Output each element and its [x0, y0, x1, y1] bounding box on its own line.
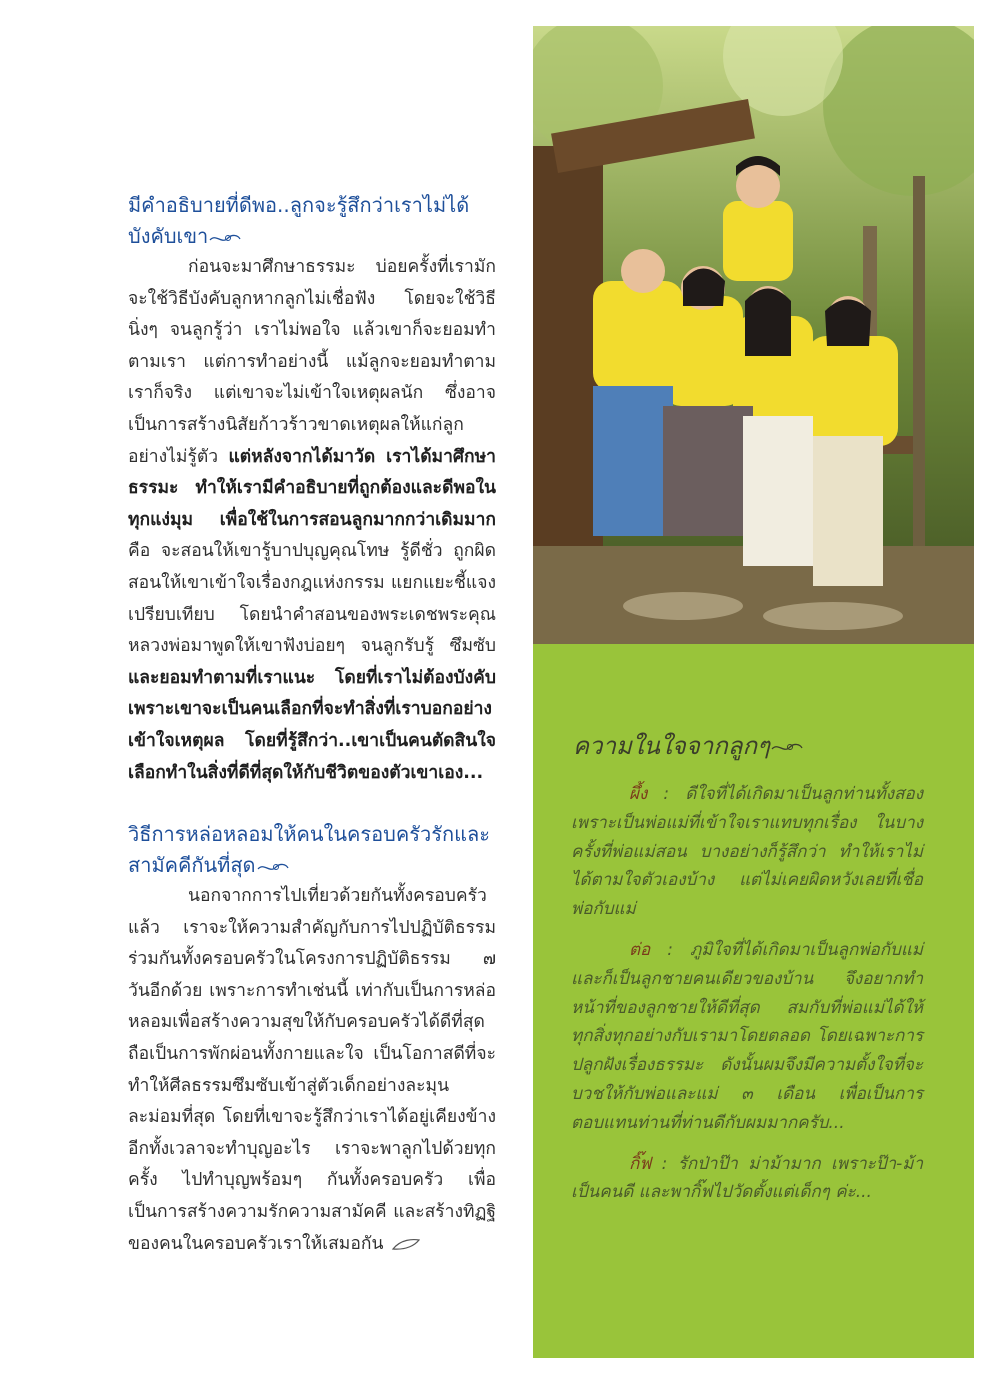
article-column [128, 190, 496, 1260]
flourish-icon [256, 860, 290, 874]
sidebar-messages [571, 780, 923, 1219]
end-leaf-icon [389, 1237, 423, 1251]
section1-paragraph: ก่อนจะมาศึกษาธรรมะ บ่อยครั้งที่เรามักจะใช้วิธีบังคับลูกหากลูกไม่เชื่อฟัง โดยจะใช้วิธีนิ่งๆ จนลูกรู้ว่า เราไม่พอใจ แล้วเขาก็จะยอมทำตามเรา แต่การทำอย่างนี้ แม้ลูกจะยอมทำตามเราก็จริง แต่เขาจะไม่เข้าใจเหตุผลนัก ซึ่งอาจเป็นการสร้างนิสัยก้าวร้าวขาดเหตุผลให้แก่ลูกอย่างไม่รู้ตัว แต่หลังจากได้มาวัด เราได้มาศึกษาธรรมะ ทำให้เรามีคำอธิบายที่ถูกต้องและดีพอในทุกแง่มุม เพื่อใช้ในการสอนลูกมากกว่าเดิมมาก คือ จะสอนให้เขารู้บาปบุญคุณโทษ รู้ดีชั่ว ถูกผิด สอนให้เขาเข้าใจเรื่องกฎแห่งกรรม แยกแยะชี้แจง เปรียบเทียบ โดยนำคำสอนของพระเดชพระคุณหลวงพ่อมาพูดให้เขาฟังบ่อยๆ จนลูกรับรู้ ซึมซับ และยอมทำตามที่เราแนะ โดยที่เราไม่ต้องบังคับ เพราะเขาจะเป็นคนเลือกที่จะทำสิ่งที่เราบอกอย่างเข้าใจเหตุผล โดยที่รู้สึกว่า..เขาเป็นคนตัดสินใจเลือกทำในสิ่งที่ดีที่สุดให้กับชีวิตของตัวเขาเอง... [128, 257, 496, 783]
message-item: ผึ้ง : ดีใจที่ได้เกิดมาเป็นลูกท่านทั้งสอง เพราะเป็นพ่อแม่ที่เข้าใจเราแทบทุกเรื่อง ในบางครั้งที่พ่อแม่สอน บางอย่างก็รู้สึกว่า ทำให้เราไม่ได้ตามใจตัวเองบ้าง แต่ไม่เคยผิดหวังเลยที่เชื่อพ่อกับแม่ [571, 784, 923, 920]
section1-heading: มีคำอธิบายที่ดีพอ..ลูกจะรู้สึกว่าเราไม่ได้บังคับเขา [128, 193, 470, 248]
section2-heading: วิธีการหล่อหลอมให้คนในครอบครัวรักและสามัคคีกันที่สุด [128, 822, 490, 878]
flourish-icon [208, 231, 242, 245]
sidebar-column [533, 26, 974, 1358]
message-item: กิ๊ฟ : รักป่าป๊า ม่าม้ามาก เพราะป๊า-ม้าเป็นคนดี และพากิ๊ฟไปวัดตั้งแต่เด็กๆ ค่ะ... [571, 1153, 923, 1203]
family-photo-illustration [533, 26, 974, 644]
message-item: ต่อ : ภูมิใจที่ได้เกิดมาเป็นลูกพ่อกับแม่ และก็เป็นลูกชายคนเดียวของบ้าน จึงอยากทำหน้าที่ของลูกชายให้ดีที่สุด สมกับที่พ่อแม่ได้ให้ทุกสิ่งทุกอย่างกับเรามาโดยตลอด โดยเฉพาะการปลูกฝังเรื่องธรรมะ ดังนั้นผมจึงมีความตั้งใจที่จะบวชให้กับพ่อและแม่ ๓ เดือน เพื่อเป็นการตอบแทนท่านที่ท่านดีกับผมมากครับ... [571, 939, 923, 1133]
section2-paragraph: นอกจากการไปเที่ยวด้วยกันทั้งครอบครัวแล้ว เราจะให้ความสำคัญกับการไปปฏิบัติธรรมร่วมกันทั้งครอบครัวในโครงการปฏิบัติธรรม ๗ วันอีกด้วย เพราะการทำเช่นนี้ เท่ากับเป็นการหล่อหลอมเพื่อสร้างความสุขให้กับครอบครัวได้ดีที่สุด ถือเป็นการพักผ่อนทั้งกายและใจ เป็นโอกาสดีที่จะทำให้ศีลธรรมซึมซับเข้าสู่ตัวเด็กอย่างละมุนละม่อมที่สุด โดยที่เขาจะรู้สึกว่าเราได้อยู่เคียงข้าง อีกทั้งเวลาจะทำบุญอะไร เราจะพาลูกไปด้วยทุกครั้ง ไปทำบุญพร้อมๆ กันทั้งครอบครัว เพื่อเป็นการสร้างความรักความสามัคคี และสร้างทิฏฐิของคนในครอบครัวเราให้เสมอกัน [128, 886, 496, 1254]
sidebar-title: ความในใจจากลูกๆ [573, 726, 804, 765]
family-photo [533, 26, 974, 644]
flourish-icon [770, 740, 804, 754]
sidebar-panel [533, 644, 974, 1358]
